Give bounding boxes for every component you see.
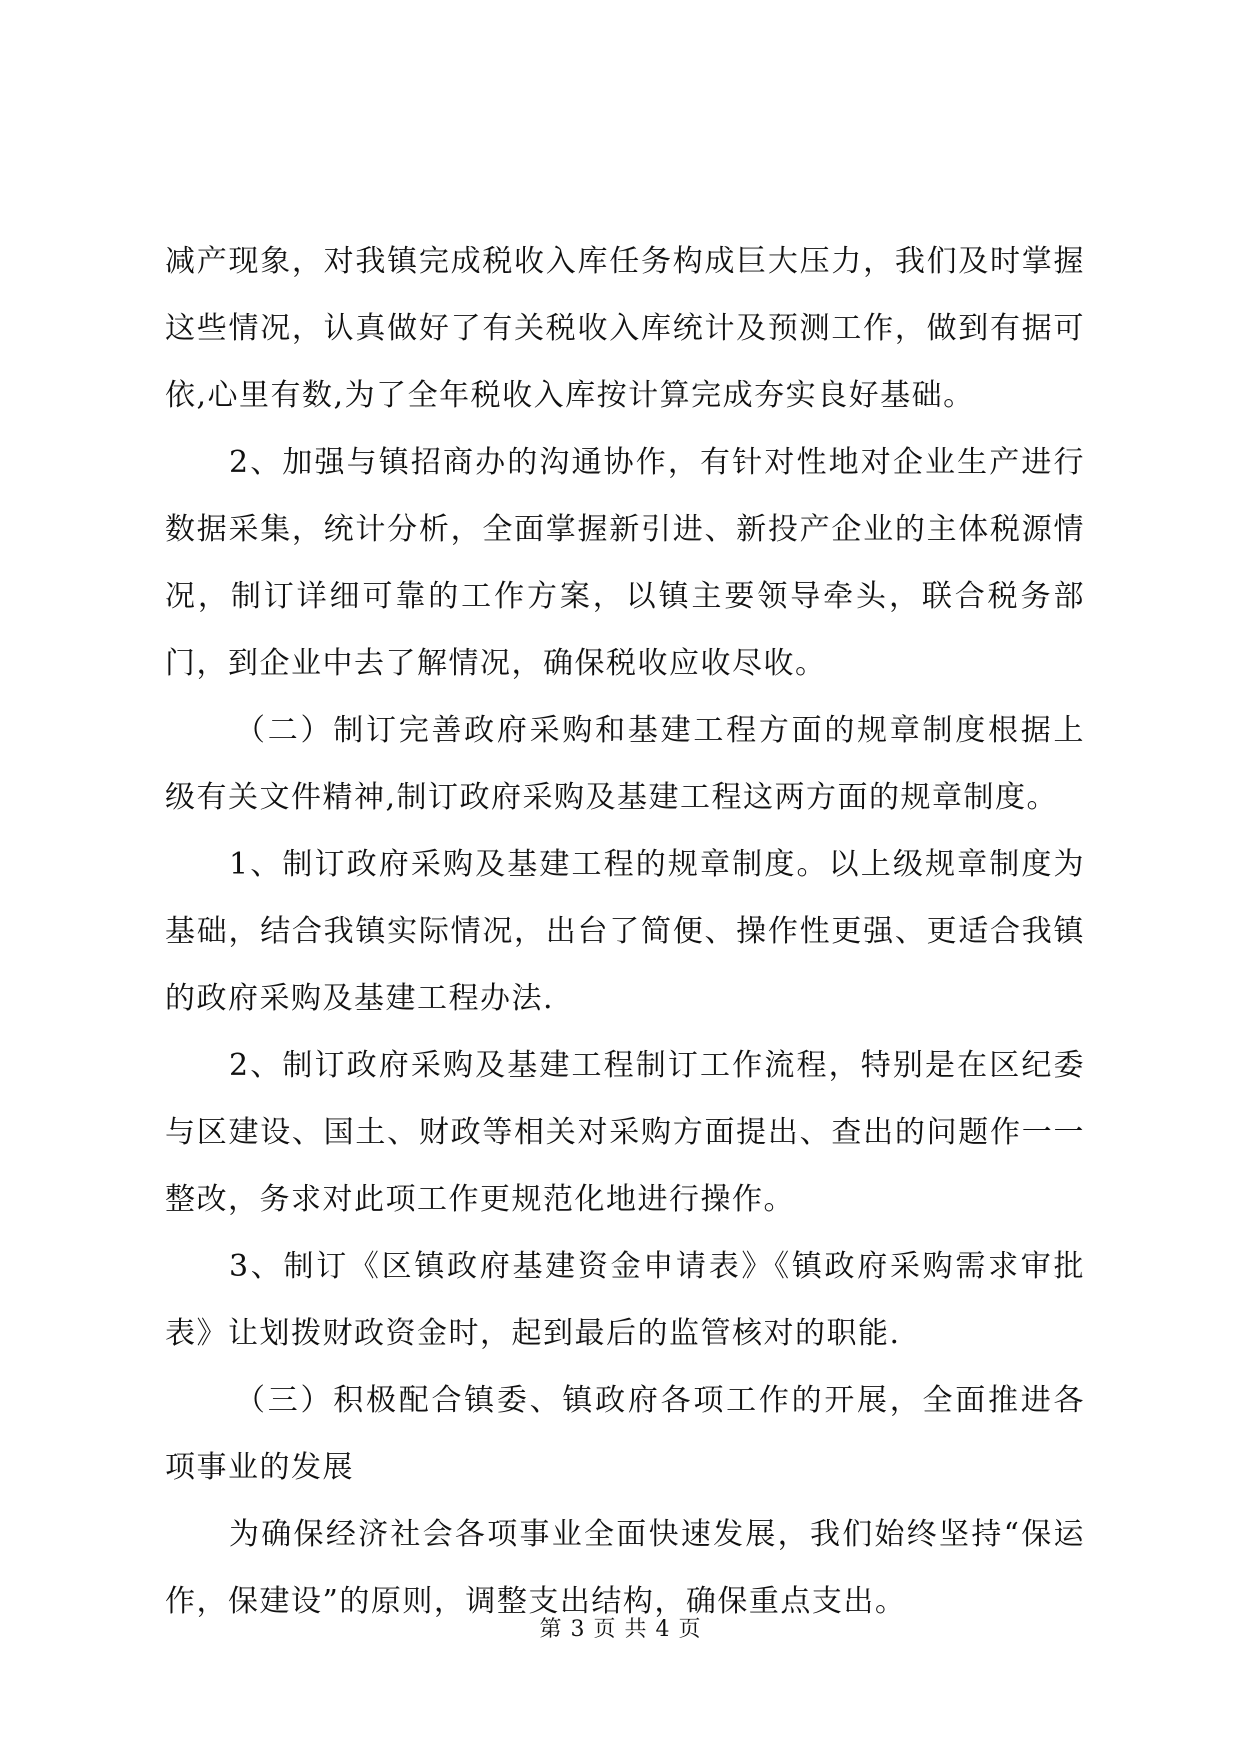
paragraph-section-2-heading: （二）制订完善政府采购和基建工程方面的规章制度根据上级有关文件精神,制订政府采购及基建工程这两方面的规章制度。 [165, 713, 1085, 815]
paragraph-item-2-tax-source: 2、加强与镇招商办的沟通协作，有针对性地对企业生产进行数据采集，统计分析，全面掌握新引进、新投产企业的主体税源情况，制订详细可靠的工作方案，以镇主要领导牵头，联合税务部门，到企业中去了解情况，确保税收应收尽收。 [165, 445, 1085, 681]
paragraph-item-3-forms: 3、制订《区镇政府基建资金申请表》《镇政府采购需求审批表》让划拨财政资金时，起到最后的监管核对的职能. [165, 1249, 1085, 1351]
paragraph-item-2-workflow: 2、制订政府采购及基建工程制订工作流程，特别是在区纪委与区建设、国土、财政等相关对采购方面提出、查出的问题作一一整改，务求对此项工作更规范化地进行操作。 [165, 1048, 1085, 1217]
paragraph-development-summary: 为确保经济社会各项事业全面快速发展，我们始终坚持“保运作，保建设”的原则，调整支出结构，确保重点支出。 [165, 1517, 1085, 1619]
page-footer: 第 3 页 共 4 页 [539, 1617, 702, 1642]
paragraph-continuation: 减产现象，对我镇完成税收入库任务构成巨大压力，我们及时掌握这些情况，认真做好了有关税收入库统计及预测工作，做到有据可依,心里有数,为了全年税收入库按计算完成夯实良好基础。 [165, 244, 1085, 413]
paragraph-section-3-heading: （三）积极配合镇委、镇政府各项工作的开展，全面推进各项事业的发展 [165, 1383, 1085, 1485]
paragraph-item-1-regulations: 1、制订政府采购及基建工程的规章制度。以上级规章制度为基础，结合我镇实际情况，出台了简便、操作性更强、更适合我镇的政府采购及基建工程办法. [165, 847, 1085, 1016]
document-body [165, 228, 1085, 1635]
